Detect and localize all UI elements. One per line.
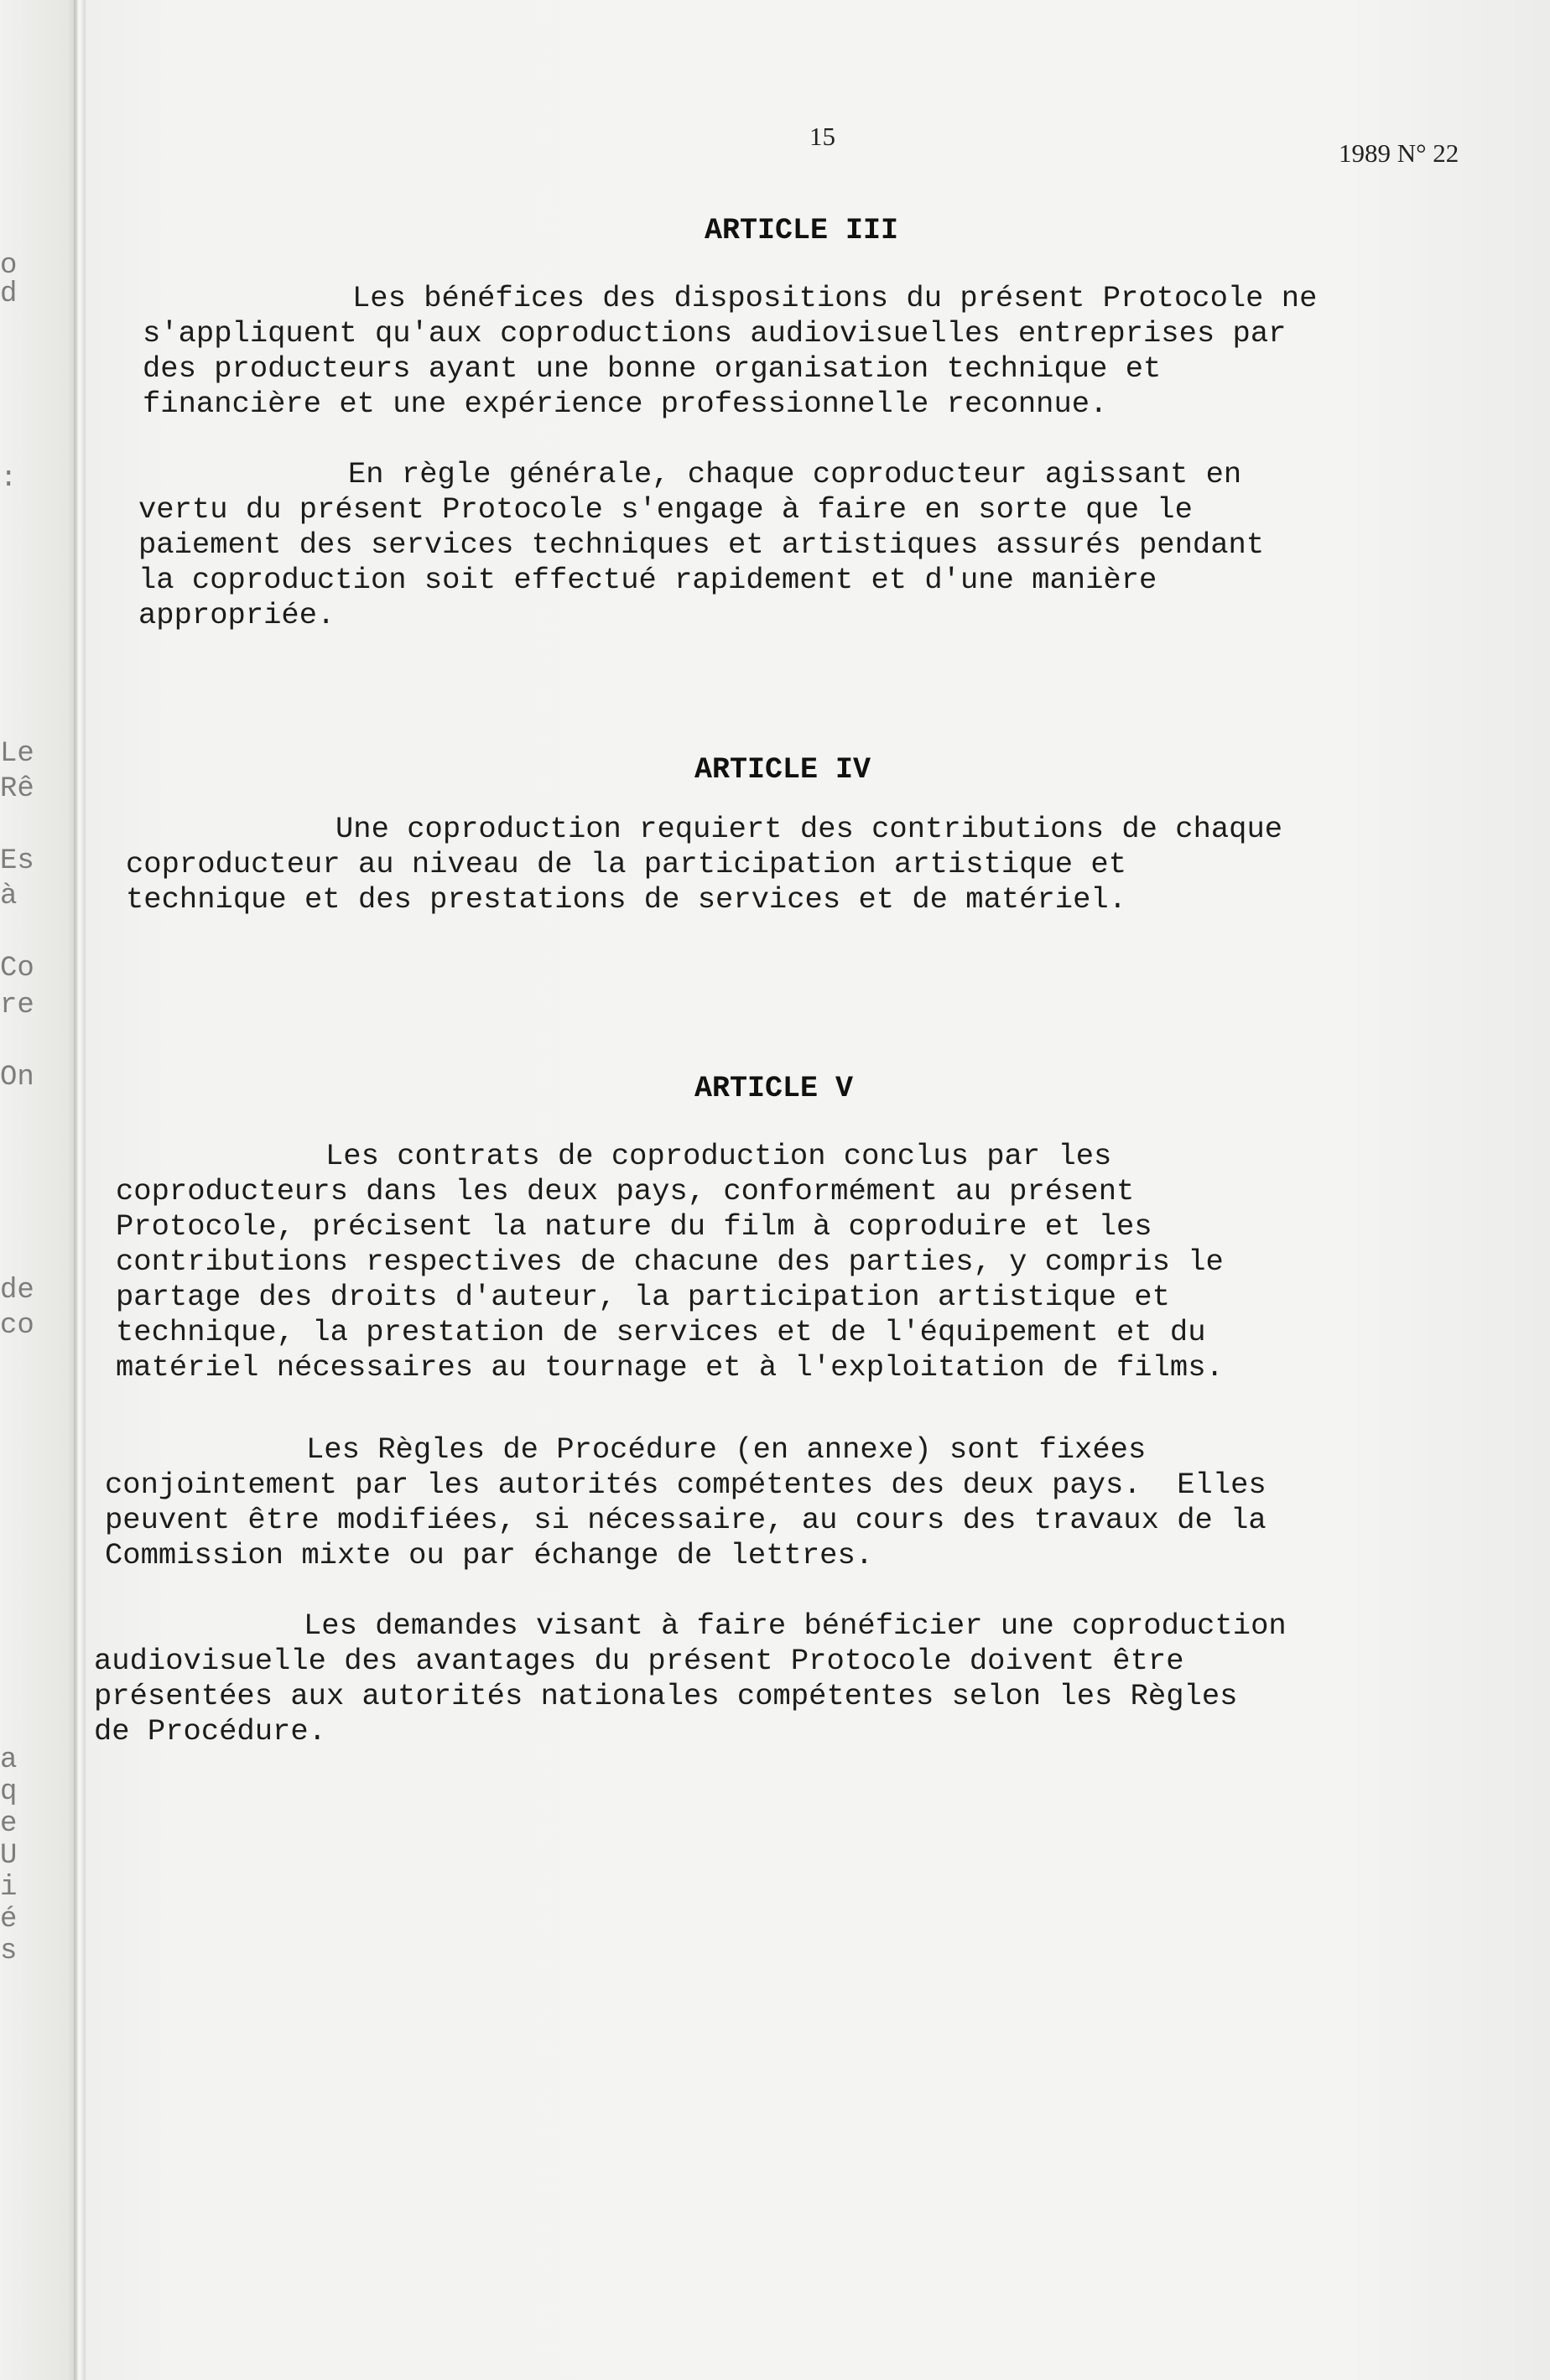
text-line: financière et une expérience professionnelle reconnue.: [143, 387, 1108, 421]
edge-fragment: é: [0, 1904, 18, 1936]
text-line: des producteurs ayant une bonne organisation technique et: [143, 351, 1162, 386]
text-line: la coproduction soit effectué rapidement et d'une manière: [138, 563, 1157, 597]
text-line: coproducteur au niveau de la participation artistique et: [126, 847, 1126, 881]
text-line: présentées aux autorités nationales compétentes selon les Règles: [94, 1679, 1238, 1713]
paragraph: [138, 457, 1531, 633]
paragraph: [105, 1432, 1497, 1573]
edge-fragment: de: [0, 1275, 34, 1307]
text-line: appropriée.: [138, 598, 335, 632]
article-heading: ARTICLE III: [705, 214, 899, 247]
edge-fragment: Rê: [0, 773, 34, 805]
edge-fragment: On: [0, 1062, 34, 1094]
edge-fragment: :: [0, 463, 18, 495]
text-line: Protocole, précisent la nature du film à coproduire et les: [116, 1209, 1152, 1244]
text-line: de Procédure.: [94, 1714, 326, 1749]
edge-fragment: re: [0, 990, 34, 1021]
text-line: Les Règles de Procédure (en annexe) sont fixées: [306, 1432, 1147, 1467]
book-spine: [74, 0, 86, 2380]
edge-fragment: s: [0, 1936, 18, 1967]
edge-fragment: co: [0, 1310, 34, 1342]
edge-fragment: o: [0, 250, 18, 282]
left-edge-fragments: [0, 0, 50, 2380]
text-line: En règle générale, chaque coproducteur agissant en: [348, 457, 1242, 491]
text-line: audiovisuelle des avantages du présent Protocole doivent être: [94, 1644, 1184, 1678]
text-line: vertu du présent Protocole s'engage à faire en sorte que le: [138, 492, 1193, 527]
paragraph: [94, 1608, 1486, 1749]
text-line: Les demandes visant à faire bénéficier une coproduction: [304, 1608, 1287, 1643]
paragraph: [126, 812, 1518, 917]
edge-fragment: Le: [0, 738, 34, 770]
text-line: s'appliquent qu'aux coproductions audiovisuelles entreprises par: [143, 316, 1287, 351]
edge-fragment: q: [0, 1776, 18, 1808]
text-line: coproducteurs dans les deux pays, conformément au présent: [116, 1174, 1135, 1208]
edge-fragment: e: [0, 1808, 18, 1840]
text-line: matériel nécessaires au tournage et à l'exploitation de films.: [116, 1350, 1224, 1385]
text-line: technique et des prestations de services et de matériel.: [126, 882, 1126, 917]
page-number: 15: [809, 122, 835, 151]
paragraph: [143, 281, 1535, 422]
edge-fragment: a: [0, 1744, 18, 1776]
text-line: conjointement par les autorités compétentes des deux pays. Elles: [105, 1468, 1267, 1502]
text-line: peuvent être modifiées, si nécessaire, au cours des travaux de la: [105, 1503, 1267, 1537]
edge-fragment: d: [0, 278, 18, 310]
document-reference: 1989 N° 22: [1339, 138, 1459, 168]
text-line: contributions respectives de chacune des parties, y compris le: [116, 1245, 1224, 1279]
edge-fragment: Co: [0, 953, 34, 985]
article-heading: ARTICLE V: [694, 1072, 854, 1105]
text-line: Les bénéfices des dispositions du présent Protocole ne: [352, 281, 1318, 315]
paragraph: [116, 1139, 1508, 1385]
text-line: partage des droits d'auteur, la participation artistique et: [116, 1280, 1170, 1314]
text-line: Commission mixte ou par échange de lettres.: [105, 1538, 874, 1572]
edge-fragment: Es: [0, 845, 34, 877]
text-line: paiement des services techniques et artistiques assurés pendant: [138, 527, 1265, 562]
text-line: Les contrats de coproduction conclus par les: [325, 1139, 1112, 1173]
edge-fragment: i: [0, 1872, 18, 1904]
edge-fragment: U: [0, 1840, 18, 1872]
page-header: [0, 122, 1550, 172]
article-heading: ARTICLE IV: [694, 753, 871, 787]
text-line: technique, la prestation de services et de l'équipement et du: [116, 1315, 1206, 1349]
edge-fragment: à: [0, 881, 18, 912]
text-line: Une coproduction requiert des contributions de chaque: [335, 812, 1283, 846]
